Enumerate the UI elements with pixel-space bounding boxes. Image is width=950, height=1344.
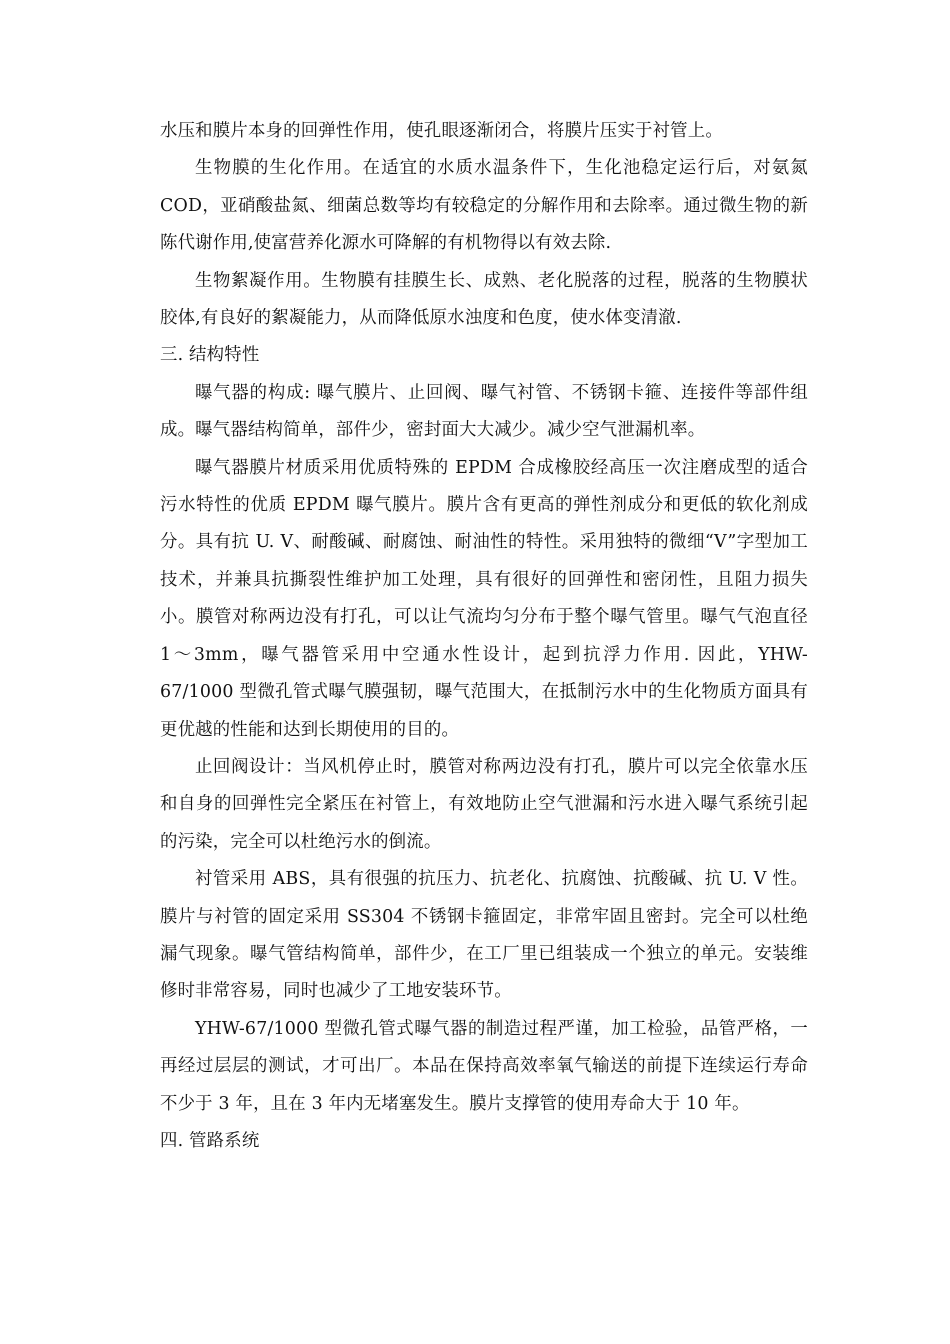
paragraph-biofilm-biochemical: 生物膜的生化作用。在适宜的水质水温条件下，生化池稳定运行后，对氨氮 COD，亚硝酸盐氮、细菌总数等均有较稳定的分解作用和去除率。通过微生物的新陈代谢作用,使富营养化源水可降解的有机物得以有效去除.	[160, 158, 808, 254]
section-heading-structure: 三. 结构特性	[160, 345, 260, 366]
paragraph-aerator-composition: 曝气器的构成: 曝气膜片、止回阀、曝气衬管、不锈钢卡箍、连接件等部件组成。曝气器结构简单，部件少，密封面大大减少。减少空气泄漏机率。	[160, 382, 808, 441]
paragraph-manufacturing: YHW-67/1000 型微孔管式曝气器的制造过程严谨，加工检验，品管严格，一再经过层层的测试，才可出厂。本品在保持高效率氧气输送的前提下连续运行寿命不少于 3 年，且在 3 年内无堵塞发生。膜片支撑管的使用寿命大于 10 年。	[160, 1018, 808, 1114]
section-heading-piping: 四. 管路系统	[160, 1130, 260, 1151]
paragraph-membrane-material: 曝气器膜片材质采用优质特殊的 EPDM 合成橡胶经高压一次注磨成型的适合污水特性的优质 EPDM 曝气膜片。膜片含有更高的弹性剂成分和更低的软化剂成分。具有抗 U. V、耐酸碱、耐腐蚀、耐油性的特性。采用独特的微细“V”字型加工技术，并兼具抗撕裂性维护加工处理，具有很好的回弹性和密闭性，且阻力损失小。膜管对称两边没有打孔，可以让气流均匀分布于整个曝气管里。曝气气泡直径 1～3mm，曝气器管采用中空通水性设计，起到抗浮力作用. 因此，YHW-67/1000 型微孔管式曝气膜强韧，曝气范围大，在抵制污水中的生化物质方面具有更优越的性能和达到长期使用的目的。	[160, 457, 808, 740]
paragraph-membrane-closing: 水压和膜片本身的回弹性作用，使孔眼逐渐闭合，将膜片压实于衬管上。	[160, 121, 723, 141]
paragraph-biofilm-flocculation: 生物絮凝作用。生物膜有挂膜生长、成熟、老化脱落的过程，脱落的生物膜状胶体,有良好的絮凝能力，从而降低原水浊度和色度，使水体变清澈.	[160, 270, 808, 329]
document-body	[160, 113, 808, 1160]
paragraph-liner-tube: 衬管采用 ABS，具有很强的抗压力、抗老化、抗腐蚀、抗酸碱、抗 U. V 性。膜片与衬管的固定采用 SS304 不锈钢卡箍固定，非常牢固且密封。完全可以杜绝漏气现象。曝气管结构简单，部件少，在工厂里已组装成一个独立的单元。安装维修时非常容易，同时也减少了工地安装环节。	[160, 869, 808, 1002]
paragraph-check-valve: 止回阀设计：当风机停止时，膜管对称两边没有打孔，膜片可以完全依靠水压和自身的回弹性完全紧压在衬管上，有效地防止空气泄漏和污水进入曝气系统引起的污染，完全可以杜绝污水的倒流。	[160, 756, 808, 852]
